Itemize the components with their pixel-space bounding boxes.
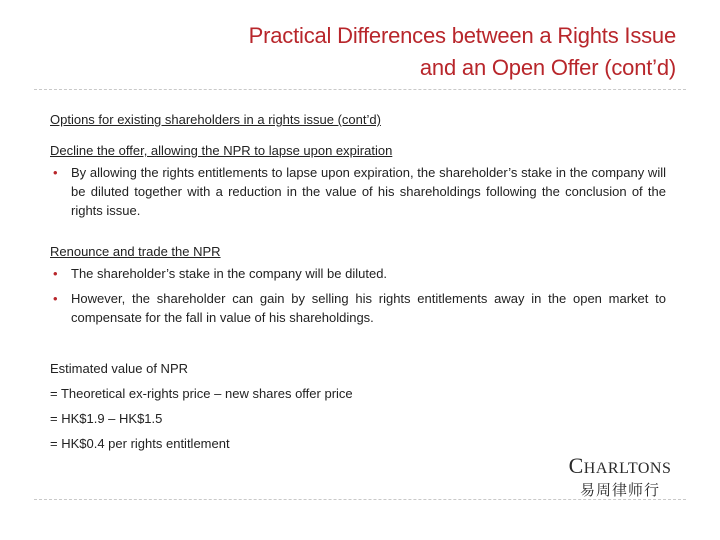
npr-line: = Theoretical ex-rights price – new shares offer price: [50, 386, 353, 401]
bullet-text: By allowing the rights entitlements to lapse upon expiration, the shareholder’s stake in the company will be diluted together with a reduction in the value of his shareholdings following the conclusion of the rights issue.: [71, 165, 666, 218]
npr-line: Estimated value of NPR: [50, 361, 189, 376]
npr-line: = HK$1.9 – HK$1.5: [50, 411, 163, 426]
list-item: [50, 289, 666, 327]
slide-title-line-2: and an Open Offer (cont’d): [419, 55, 676, 80]
bottom-divider: [34, 499, 686, 500]
section-renounce: [50, 242, 666, 327]
charltons-logo: [560, 455, 680, 500]
bullet-list-decline: [50, 163, 666, 220]
bullet-icon: •: [53, 266, 58, 281]
section-heading-decline: Decline the offer, allowing the NPR to lapse upon expiration: [50, 143, 393, 158]
bullet-icon: •: [53, 165, 58, 180]
bullet-icon: •: [53, 291, 58, 306]
list-item: [50, 264, 666, 283]
logo-rest: HARLTONS: [583, 460, 672, 477]
slide-body: [50, 110, 666, 459]
section-decline: [50, 141, 666, 220]
bullet-text: However, the shareholder can gain by selling his rights entitlements away in the open market to compensate for the fall in value of his shareholdings.: [71, 291, 666, 325]
list-item: [50, 163, 666, 220]
npr-estimate: [50, 359, 666, 453]
bullet-text: The shareholder’s stake in the company will be diluted.: [71, 266, 388, 281]
npr-line: = HK$0.4 per rights entitlement: [50, 436, 230, 451]
top-divider: [34, 89, 686, 90]
section-heading-renounce: Renounce and trade the NPR: [50, 244, 221, 259]
logo-name-en: [560, 455, 680, 480]
bullet-list-renounce: [50, 264, 666, 327]
logo-initial: C: [568, 453, 584, 478]
slide-title: [249, 20, 676, 84]
subheading: Options for existing shareholders in a rights issue (cont’d): [50, 112, 381, 127]
logo-name-cn: 易周律师行: [579, 481, 660, 499]
slide-title-line-1: Practical Differences between a Rights Issue: [248, 23, 676, 48]
